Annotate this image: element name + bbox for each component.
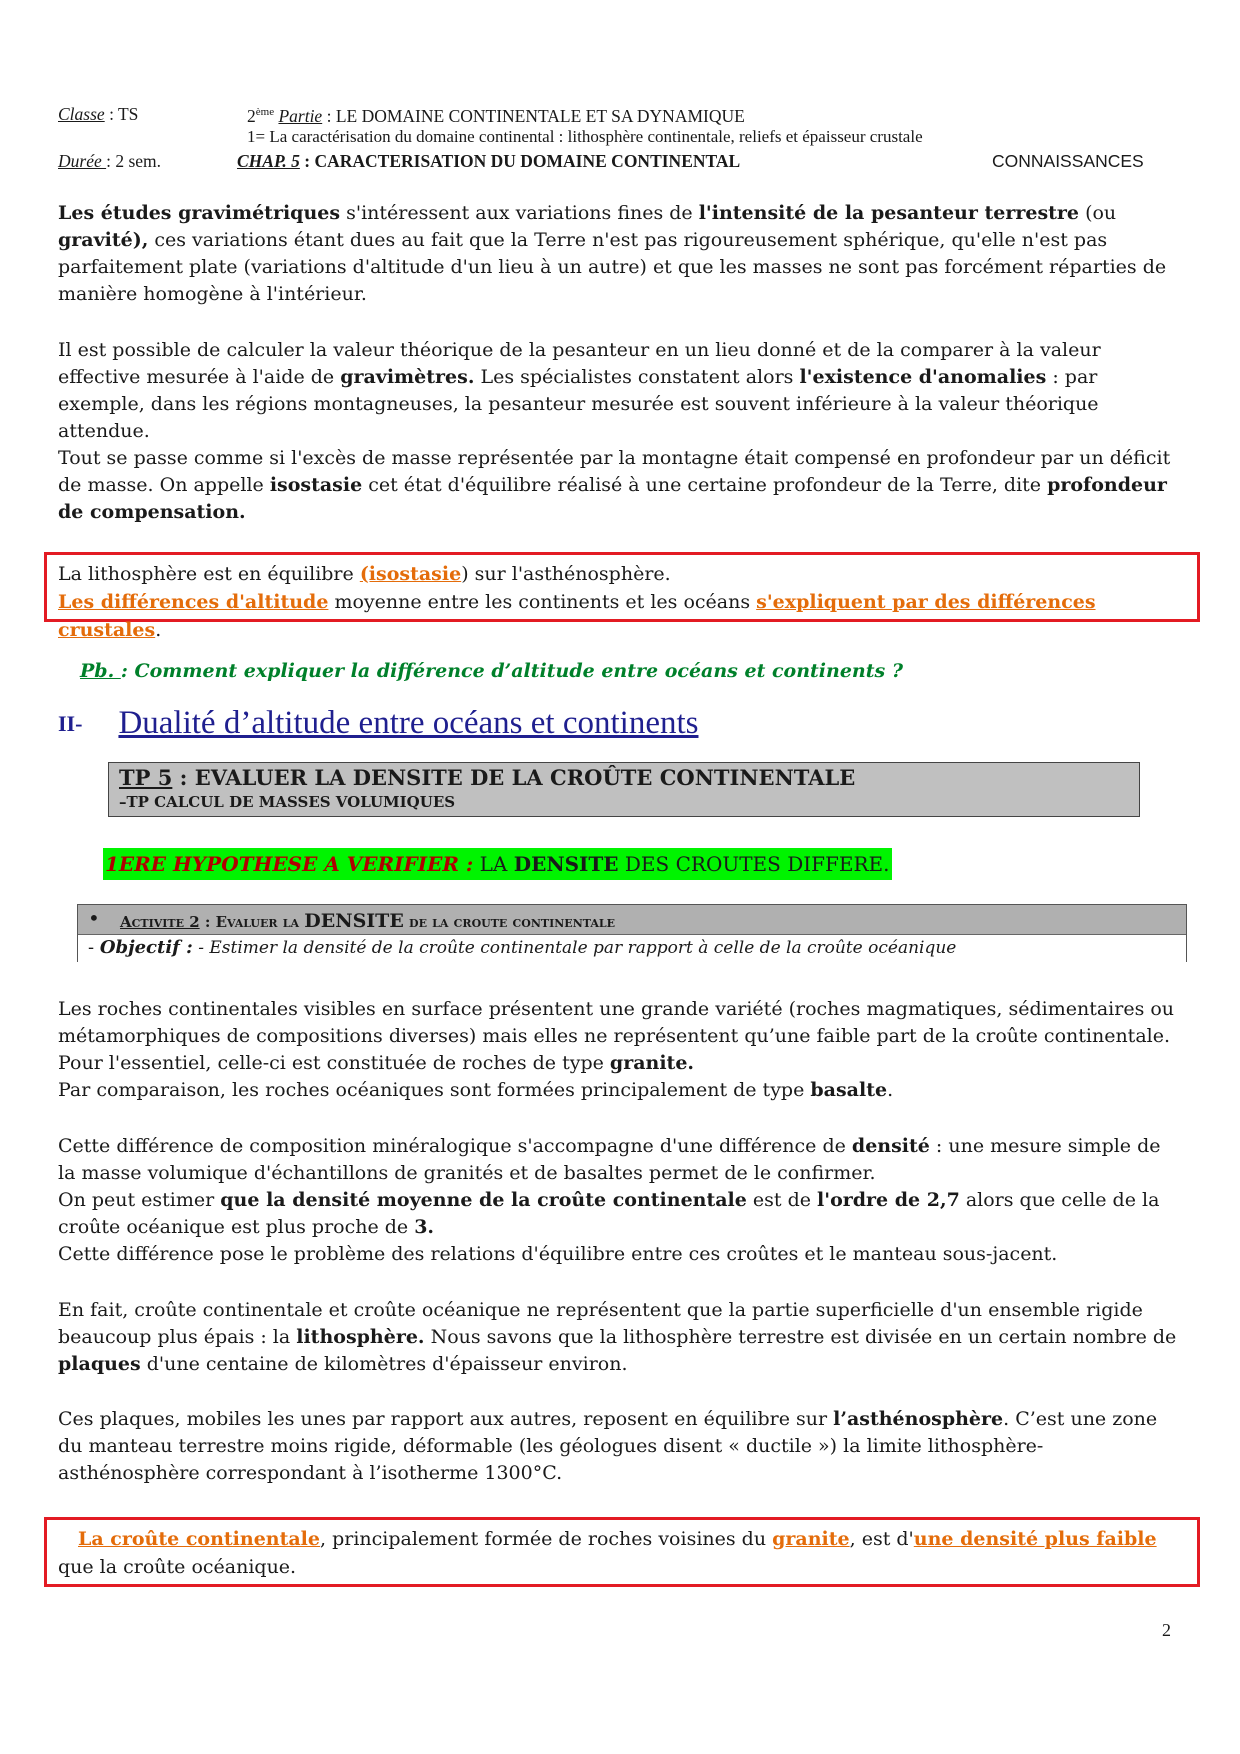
tp-subtitle: –TP CALCUL DE MASSES VOLUMIQUES — [119, 793, 456, 811]
activity-box — [77, 904, 1187, 962]
paragraph-anomalies: Il est possible de calculer la valeur théorique de la pesanteur en un lieu donné et de la comparer à la valeur effective mesurée à l'aide de gravimètres. Les spécialistes constatent alors l'existence d'anomalies : par exemple, dans les régions montagneuses, la pesanteur mesurée est souvent inférieure à la valeur théorique attendue. — [58, 339, 1101, 442]
tp-title: TP 5 : EVALUER LA DENSITE DE LA CROÛTE CONTINENTALE — [119, 765, 856, 790]
paragraph-density: Cette différence de composition minéralogique s'accompagne d'une différence de densité : une mesure simple de la masse volumique d'échantillons de granités et de basaltes permet de le confirmer. On peut estimer que la densité moyenne de la croûte continentale est de l'ordre de 2,7 alors que celle de la croûte océanique est plus proche de 3. Cette différence pose le problème des relations d'équilibre entre ces croûtes et le manteau sous-jacent. — [58, 1135, 1161, 1265]
paragraph-isostasy: Tout se passe comme si l'excès de masse représentée par la montagne était compensé en profondeur par un déficit de masse. On appelle isostasie cet état d'équilibre réalisé à une certaine profondeur de la Terre, dite profondeur de compensation. — [58, 447, 1171, 523]
hypothesis-banner: 1ERE HYPOTHESE A VERIFIER : LA DENSITE DES CROUTES DIFFERE. — [103, 848, 892, 880]
paragraph-asthenosphere: Ces plaques, mobiles les unes par rapport aux autres, reposent en équilibre sur l’asthénosphère. C’est une zone du manteau terrestre moins rigide, déformable (les géologues disent « ductile ») la limite lithosphère-asthénosphère correspondant à l’isotherme 1300°C. — [58, 1408, 1158, 1484]
paragraph-lithosphere: En fait, croûte continentale et croûte océanique ne représentent que la partie superficielle d'un ensemble rigide beaucoup plus épais : la lithosphère. Nous savons que la lithosphère terrestre est divisée en un certain nombre de plaques d'une centaine de kilomètres d'épaisseur environ. — [58, 1299, 1177, 1375]
paragraph-gravimetry: Les études gravimétriques s'intéressent aux variations fines de l'intensité de la pesanteur terrestre (ou gravité), ces variations étant dues au fait que la Terre n'est pas rigoureusement sphérique, qu'elle n'est pas parfaitement plate (variations d'altitude d'un lieu à un autre) et que les masses ne sont pas forcément réparties de manière homogène à l'intérieur. — [58, 202, 1167, 305]
paragraph-rocks: Les roches continentales visibles en surface présentent une grande variété (roches magmatiques, sédimentaires ou métamorphiques de compositions diverses) mais elles ne représentent qu’une faible part de la croûte continentale. Pour l'essentiel, celle-ci est constituée de roches de type granite. Par comparaison, les roches océaniques sont formées principalement de type basalte. — [58, 998, 1175, 1101]
part-subtitle: 1= La caractérisation du domaine continental : lithosphère continentale, reliefs et épaisseur crustale — [247, 127, 923, 146]
tp-heading-box — [108, 762, 1140, 817]
summary-box-isostasy-text: La lithosphère est en équilibre (isostasie) sur l'asthénosphère. Les différences d'altitude moyenne entre les continents et les océans s'expliquent par des différences crustales. — [58, 563, 1096, 641]
page-number: 2 — [1162, 1620, 1171, 1640]
class-label: Classe : TS — [58, 104, 139, 124]
part-title: 2ème Partie : LE DOMAINE CONTINENTALE ET SA DYNAMIQUE — [247, 105, 745, 126]
summary-box-density-text: La croûte continentale, principalement formée de roches voisines du granite, est d'une densité plus faible que la croûte océanique. — [58, 1528, 1157, 1578]
chapter-title: CHAP. 5 : CARACTERISATION DU DOMAINE CONTINENTAL — [237, 151, 741, 171]
problem-question: Pb. : Comment expliquer la différence d’altitude entre océans et continents ? — [80, 660, 903, 682]
activity-objective-row — [78, 934, 1186, 962]
activity-title-row — [78, 905, 1186, 934]
duration-label: Durée : 2 sem. — [58, 151, 162, 171]
bullet-icon: • — [88, 906, 100, 930]
activity-objective: - Objectif : - Estimer la densité de la croûte continentale par rapport à celle de la croûte océanique — [88, 937, 957, 958]
activity-title: Activite 2 : Evaluer la DENSITE de la croute continentale — [120, 910, 615, 932]
section-title: II- Dualité d’altitude entre océans et continents — [58, 705, 699, 741]
section-tag: CONNAISSANCES — [992, 151, 1144, 171]
